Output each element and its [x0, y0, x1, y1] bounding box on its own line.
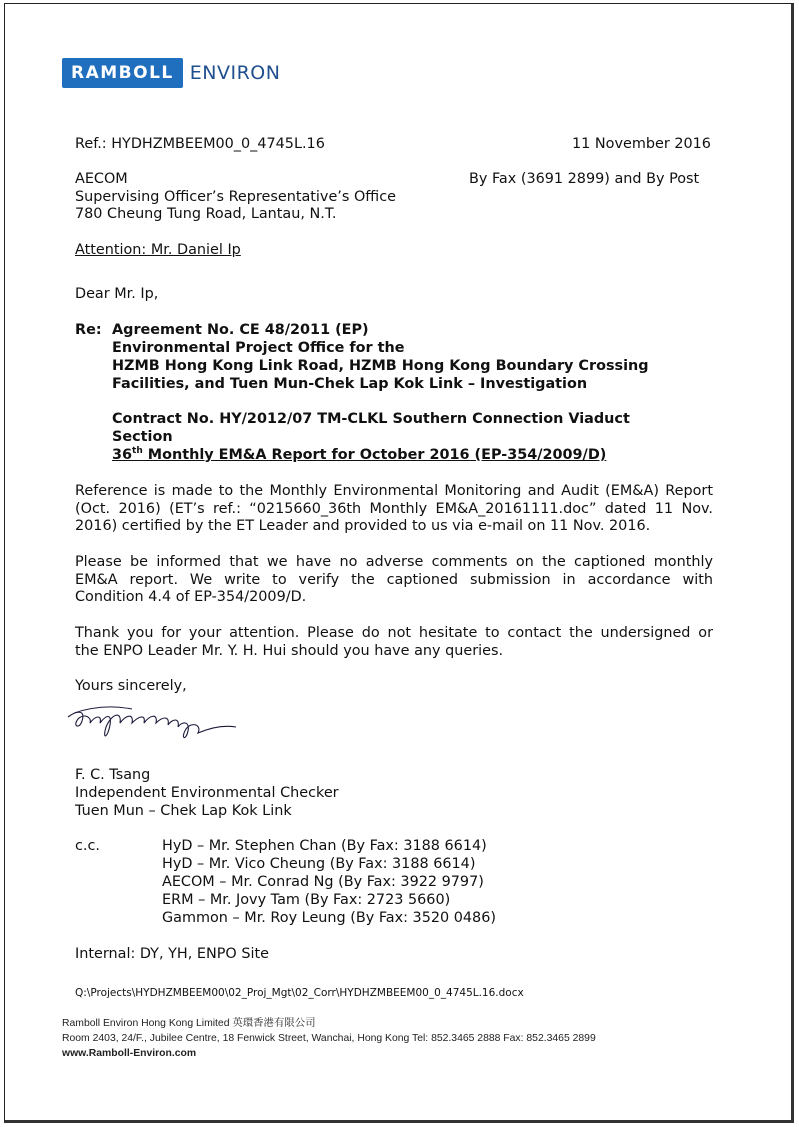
paragraph-line: 2016) certified by the ET Leader and provided to us via e-mail on 11 Nov. 2016. — [75, 518, 651, 534]
addressee-line-3: 780 Cheung Tung Road, Lantau, N.T. — [75, 206, 337, 222]
internal-distribution: Internal: DY, YH, ENPO Site — [75, 946, 269, 962]
contract-line-1: Contract No. HY/2012/07 TM-CLKL Southern Connection Viaduct — [112, 411, 630, 427]
paragraph-thanks — [75, 625, 713, 660]
logo-suffix: ENVIRON — [189, 62, 281, 84]
paragraph-line: Thank you for your attention. Please do not hesitate to contact the undersigned or — [75, 625, 713, 641]
cc-recipient: AECOM – Mr. Conrad Ng (By Fax: 3922 9797) — [162, 874, 484, 890]
paragraph-line: the ENPO Leader Mr. Y. H. Hui should you have any queries. — [75, 642, 504, 659]
re-line-4: Facilities, and Tuen Mun-Chek Lap Kok Link – Investigation — [112, 376, 588, 392]
file-path: Q:\Projects\HYDHZMBEEM00\02_Proj_Mgt\02_Corr\HYDHZMBEEM00_0_4745L.16.docx — [75, 987, 524, 999]
attention-line: Attention: Mr. Daniel Ip — [75, 242, 241, 258]
re-line-3: HZMB Hong Kong Link Road, HZMB Hong Kong Boundary Crossing — [112, 358, 649, 374]
re-line-1: Agreement No. CE 48/2011 (EP) — [112, 322, 369, 338]
signatory-title: Independent Environmental Checker — [75, 785, 339, 801]
paragraph-line: Condition 4.4 of EP-354/2009/D. — [75, 589, 307, 605]
cc-recipient: Gammon – Mr. Roy Leung (By Fax: 3520 0486) — [162, 910, 496, 926]
cc-recipient: HyD – Mr. Stephen Chan (By Fax: 3188 6614) — [162, 838, 487, 854]
report-ordinal: th — [132, 446, 143, 456]
addressee-line-2: Supervising Officer’s Representative’s Office — [75, 189, 396, 205]
report-title-text: Monthly EM&A Report for October 2016 (EP-354/2009/D) — [142, 447, 607, 463]
delivery-method: By Fax (3691 2899) and By Post — [469, 171, 700, 187]
cc-recipient: ERM – Mr. Jovy Tam (By Fax: 2723 5660) — [162, 892, 451, 908]
contract-line-2: Section — [112, 429, 173, 445]
cc-label: c.c. — [75, 838, 100, 854]
report-title — [112, 447, 606, 465]
cc-recipient: HyD – Mr. Vico Cheung (By Fax: 3188 6614) — [162, 856, 476, 872]
paragraph-comments — [75, 554, 713, 607]
signature-icon — [62, 697, 242, 747]
footer-company: Ramboll Environ Hong Kong Limited 英環香港有限公司 — [62, 1018, 316, 1029]
paragraph-line: EM&A report. We write to verify the captioned submission in accordance with — [75, 571, 713, 588]
signatory-project: Tuen Mun – Chek Lap Kok Link — [75, 803, 292, 819]
paragraph-line: Reference is made to the Monthly Environmental Monitoring and Audit (EM&A) Report — [75, 483, 713, 499]
footer-address: Room 2403, 24/F., Jubilee Centre, 18 Fenwick Street, Wanchai, Hong Kong Tel: 852.3465 2888 Fax: 852.3465 2899 — [62, 1033, 596, 1044]
salutation: Dear Mr. Ip, — [75, 286, 159, 302]
company-logo — [62, 58, 280, 88]
re-label: Re: — [75, 322, 102, 338]
re-line-2: Environmental Project Office for the — [112, 340, 405, 356]
addressee-line-1: AECOM — [75, 171, 128, 187]
paragraph-reference — [75, 483, 713, 536]
report-number: 36 — [112, 447, 133, 463]
footer-website: www.Ramboll-Environ.com — [62, 1048, 197, 1059]
logo-brand: RAMBOLL — [62, 58, 183, 88]
paragraph-line: Please be informed that we have no adverse comments on the captioned monthly — [75, 554, 713, 570]
paragraph-line: (Oct. 2016) (ET’s ref.: “0215660_36th Monthly EM&A_20161111.doc” dated 11 Nov. — [75, 500, 713, 517]
signatory-name: F. C. Tsang — [75, 767, 151, 783]
closing: Yours sincerely, — [75, 678, 187, 694]
letter-date: 11 November 2016 — [572, 136, 711, 152]
reference-number: Ref.: HYDHZMBEEM00_0_4745L.16 — [75, 136, 325, 152]
